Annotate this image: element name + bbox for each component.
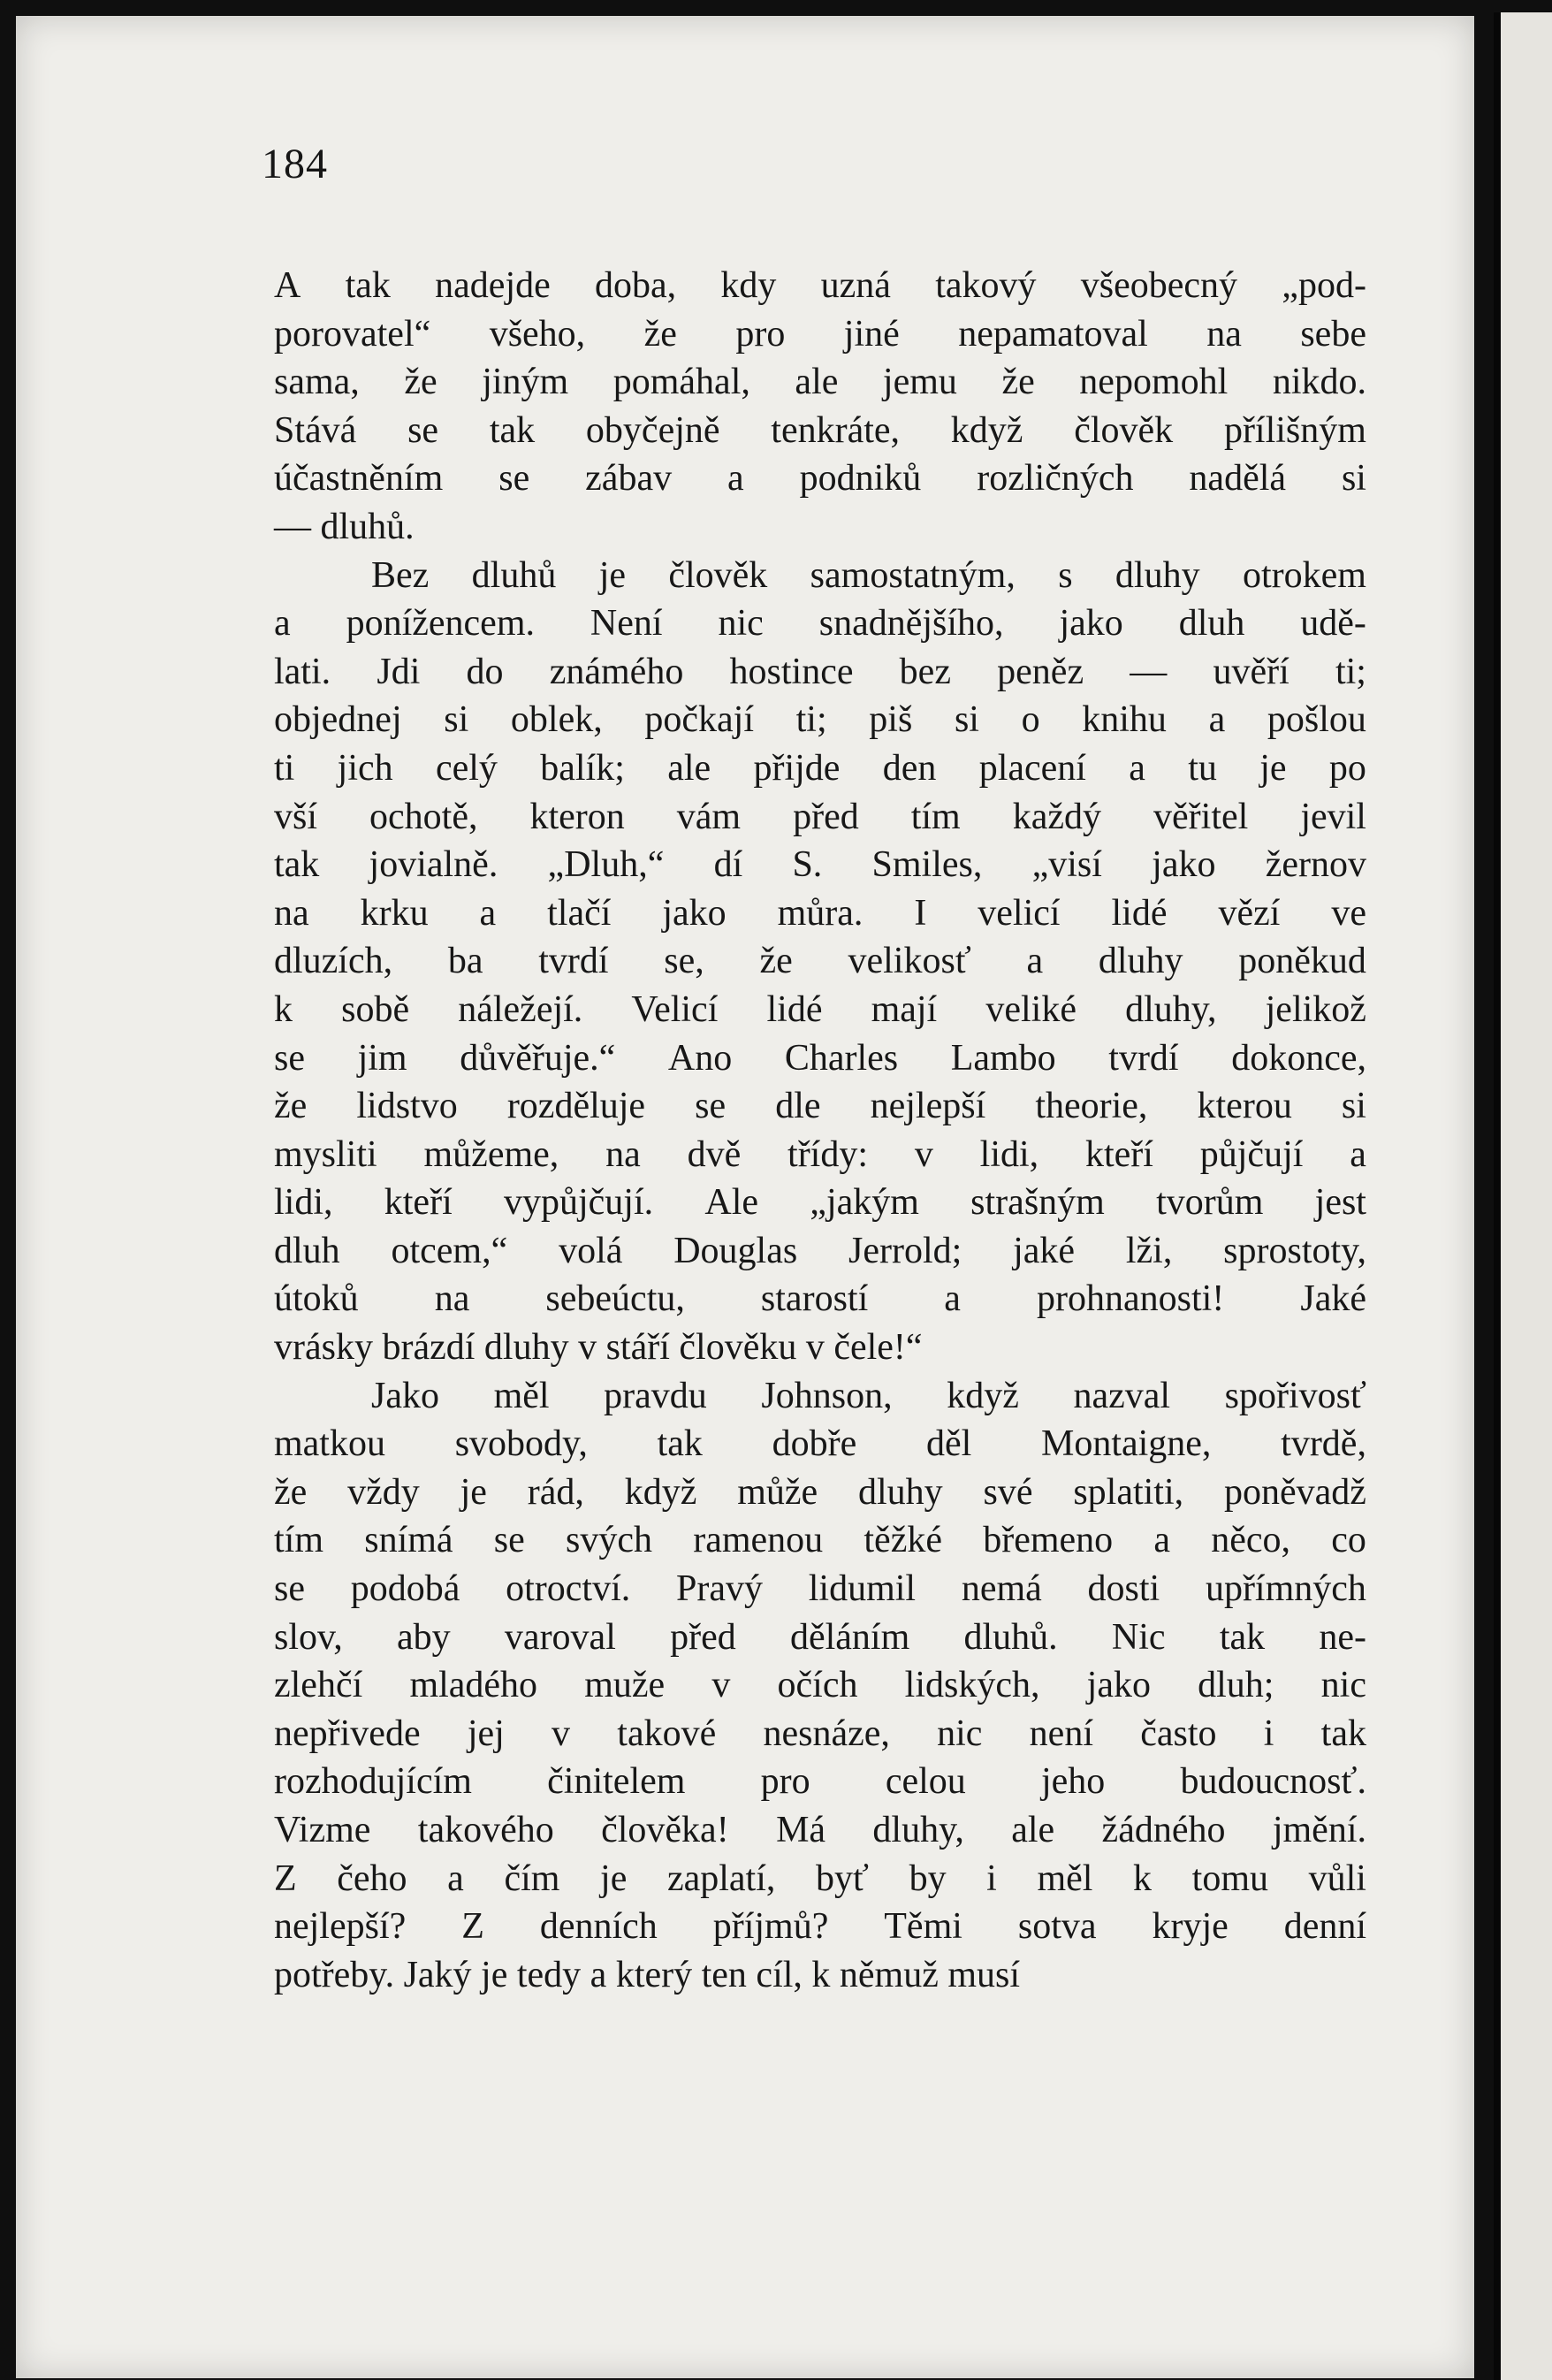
text-line: slov, aby varoval před děláním dluhů. Nic tak ne- xyxy=(274,1616,1366,1658)
text-line: Z čeho a čím je zaplatí, byť by i měl k tomu vůli xyxy=(274,1857,1366,1899)
text-line: Jako měl pravdu Johnson, když nazval spořivosť xyxy=(371,1375,1366,1416)
text-line: zlehčí mladého muže v očích lidských, jako dluh; nic xyxy=(274,1665,1366,1706)
text-line: a ponížencem. Není nic snadnějšího, jako dluh udě- xyxy=(274,603,1366,645)
text-line: ti jich celý balík; ale přijde den placení a tu je po xyxy=(274,747,1366,789)
body-text xyxy=(274,262,1366,1999)
text-line: lidi, kteří vypůjčují. Ale „jakým strašným tvorům jest xyxy=(274,1182,1366,1224)
text-line: — dluhů. xyxy=(274,506,415,547)
text-line: že lidstvo rozděluje se dle nejlepší theorie, kterou si xyxy=(274,1086,1366,1127)
text-line: objednej si oblek, počkají ti; piš si o knihu a pošlou xyxy=(274,699,1366,741)
text-line: se podobá otroctví. Pravý lidumil nemá dosti upřímných xyxy=(274,1568,1366,1610)
text-line: tím snímá se svých ramenou těžké břemeno a něco, co xyxy=(274,1520,1366,1561)
text-line: matkou svobody, tak dobře děl Montaigne, tvrdě, xyxy=(274,1423,1366,1465)
text-line: dluzích, ba tvrdí se, že velikosť a dluhy poněkud xyxy=(274,941,1366,982)
text-line: k sobě náležejí. Velicí lidé mají veliké dluhy, jelikož xyxy=(274,988,1366,1030)
text-line: útoků na sebeúctu, starostí a prohnanosti! Jaké xyxy=(274,1278,1366,1320)
text-line: vší ochotě, kteron vám před tím každý věřitel jevil xyxy=(274,796,1366,837)
text-line: potřeby. Jaký je tedy a který ten cíl, k němuž musí xyxy=(274,1954,1021,1995)
text-line: Vizme takového člověka! Má dluhy, ale žádného jmění. xyxy=(274,1810,1366,1850)
text-line: že vždy je rád, když může dluhy své splatiti, poněvadž xyxy=(274,1471,1366,1513)
text-line: lati. Jdi do známého hostince bez peněz — uvěří ti; xyxy=(274,651,1366,692)
text-line: A tak nadejde doba, kdy uzná takový všeobecný „pod- xyxy=(274,265,1366,306)
text-line: dluh otcem,“ volá Douglas Jerrold; jaké lži, sprostoty, xyxy=(274,1230,1366,1271)
text-line: Bez dluhů je člověk samostatným, s dluhy otrokem xyxy=(371,554,1366,596)
text-line: rozhodujícím činitelem pro celou jeho budoucnosť. xyxy=(274,1761,1366,1803)
text-line: na krku a tlačí jako můra. I velicí lidé vězí ve xyxy=(274,892,1366,934)
text-line: tak jovialně. „Dluh,“ dí S. Smiles, „visí jako žernov xyxy=(274,844,1366,886)
text-line: nejlepší? Z denních příjmů? Těmi sotva kryje denní xyxy=(274,1906,1366,1948)
text-line: vrásky brázdí dluhy v stáří člověku v čele!“ xyxy=(274,1327,923,1369)
text-line: Stává se tak obyčejně tenkráte, když člověk přílišným xyxy=(274,409,1366,451)
text-line: mysliti můžeme, na dvě třídy: v lidi, kteří půjčují a xyxy=(274,1133,1366,1175)
text-line: sama, že jiným pomáhal, ale jemu že nepomohl nikdo. xyxy=(274,362,1366,403)
text-line: účastněním se zábav a podniků rozličných nadělá si xyxy=(274,458,1366,500)
text-line: porovatel“ všeho, že pro jiné nepamatoval na sebe xyxy=(274,313,1366,355)
next-page-edge xyxy=(1494,12,1552,2380)
text-line: se jim důvěřuje.“ Ano Charles Lambo tvrdí dokonce, xyxy=(274,1037,1366,1079)
text-line: nepřivede jej v takové nesnáze, nic není často i tak xyxy=(274,1713,1366,1754)
page-number: 184 xyxy=(262,141,328,187)
